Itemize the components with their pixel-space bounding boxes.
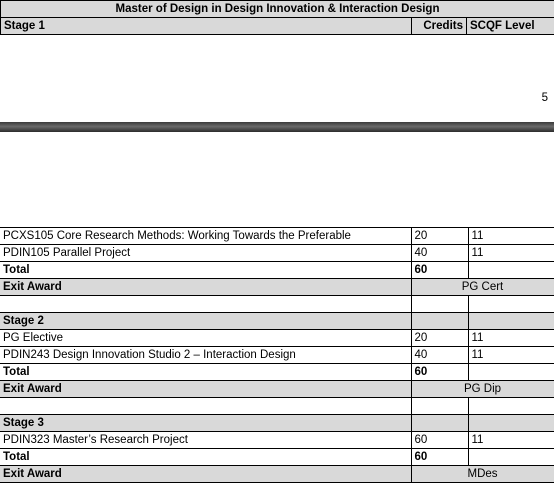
empty-cell — [411, 415, 468, 432]
module-credits: 40 — [411, 347, 468, 364]
total-row — [0, 262, 554, 279]
empty-cell — [411, 398, 468, 415]
stage-heading-row — [0, 313, 554, 330]
module-name: PDIN243 Design Innovation Studio 2 – Interaction Design — [0, 347, 411, 364]
empty-cell — [468, 398, 554, 415]
total-row — [0, 449, 554, 466]
empty-cell — [468, 313, 554, 330]
module-credits: 60 — [411, 432, 468, 449]
total-credits: 60 — [411, 449, 468, 466]
module-level: 11 — [468, 245, 554, 262]
module-credits: 20 — [411, 228, 468, 245]
page-break-divider — [0, 122, 554, 132]
total-label: Total — [0, 364, 411, 381]
module-level: 11 — [468, 347, 554, 364]
table-row — [0, 245, 554, 262]
stage-heading-row — [0, 415, 554, 432]
total-credits: 60 — [411, 262, 468, 279]
empty-cell — [468, 262, 554, 279]
stage-1-heading: Stage 1 — [1, 18, 412, 35]
exit-award-label: Exit Award — [0, 466, 411, 483]
empty-cell — [411, 313, 468, 330]
module-name: PG Elective — [0, 330, 411, 347]
module-credits: 40 — [411, 245, 468, 262]
total-label: Total — [0, 262, 411, 279]
empty-cell — [468, 364, 554, 381]
credits-column-header: Credits — [412, 18, 467, 35]
empty-cell — [411, 296, 468, 313]
total-credits: 60 — [411, 364, 468, 381]
exit-award-value: MDes — [411, 466, 554, 483]
exit-award-label: Exit Award — [0, 381, 411, 398]
programme-title: Master of Design in Design Innovation & Interaction Design — [1, 1, 554, 18]
spacer-row — [0, 398, 554, 415]
page-number: 5 — [541, 92, 548, 104]
empty-cell — [0, 398, 411, 415]
title-row — [1, 1, 554, 18]
module-level: 11 — [468, 330, 554, 347]
table-row — [0, 228, 554, 245]
module-name: PDIN323 Master’s Research Project — [0, 432, 411, 449]
table-row — [0, 330, 554, 347]
table-body-fragment — [0, 227, 554, 483]
module-name: PDIN105 Parallel Project — [0, 245, 411, 262]
exit-award-row — [0, 279, 554, 296]
table-row — [0, 432, 554, 449]
exit-award-value: PG Cert — [411, 279, 554, 296]
exit-award-value: PG Dip — [411, 381, 554, 398]
empty-cell — [0, 296, 411, 313]
scqf-level-column-header: SCQF Level — [467, 18, 554, 35]
programme-table-header — [0, 0, 554, 35]
stage-3-heading: Stage 3 — [0, 415, 411, 432]
empty-cell — [468, 296, 554, 313]
stage-2-heading: Stage 2 — [0, 313, 411, 330]
column-header-row — [1, 18, 554, 35]
exit-award-row — [0, 466, 554, 483]
spacer-row — [0, 296, 554, 313]
exit-award-label: Exit Award — [0, 279, 411, 296]
programme-table-body — [0, 227, 554, 483]
module-credits: 20 — [411, 330, 468, 347]
empty-cell — [468, 449, 554, 466]
total-row — [0, 364, 554, 381]
table-row — [0, 347, 554, 364]
module-name: PCXS105 Core Research Methods: Working Towards the Preferable — [0, 228, 411, 245]
module-level: 11 — [468, 228, 554, 245]
empty-cell — [468, 415, 554, 432]
table-header-fragment — [0, 0, 554, 35]
total-label: Total — [0, 449, 411, 466]
module-level: 11 — [468, 432, 554, 449]
exit-award-row — [0, 381, 554, 398]
